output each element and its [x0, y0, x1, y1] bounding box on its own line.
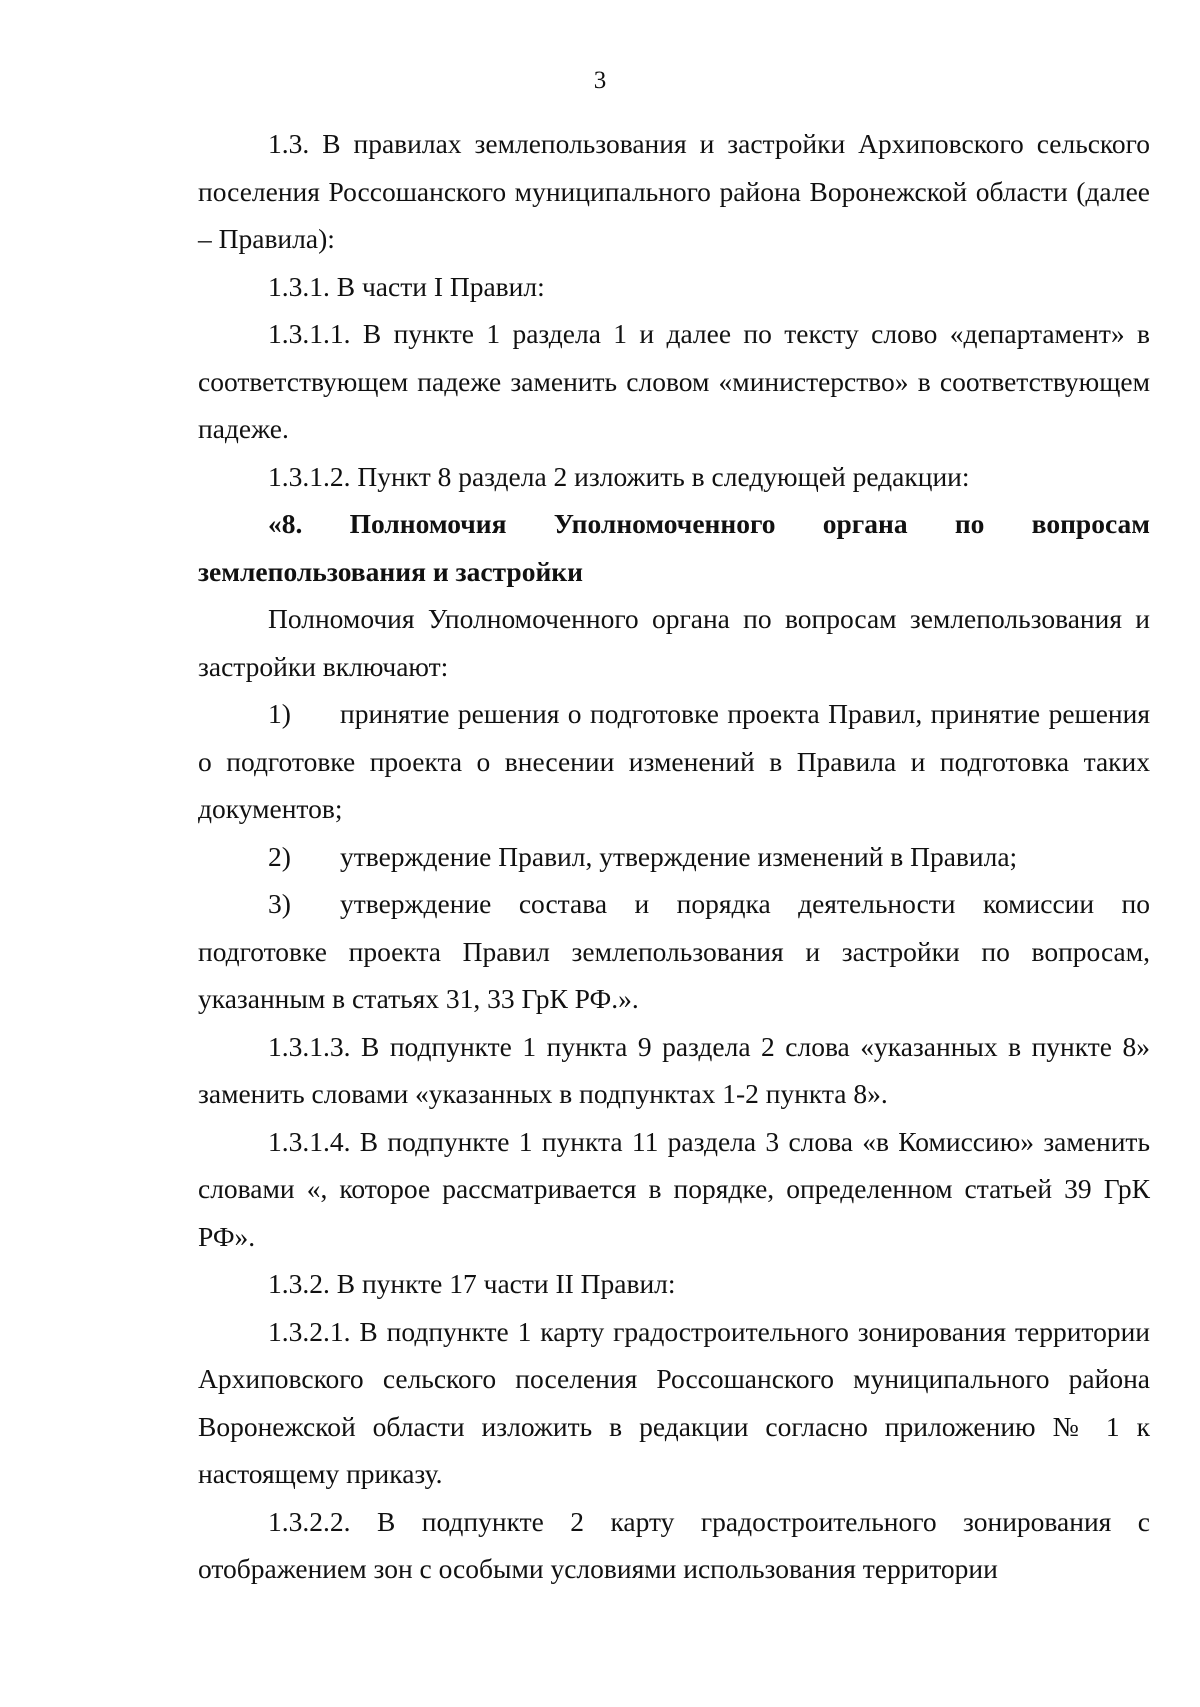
list-item-1 [198, 690, 1150, 833]
paragraph-1-3-1-2: 1.3.1.2. Пункт 8 раздела 2 изложить в следующей редакции: [268, 460, 970, 492]
list-item-2 [198, 833, 1150, 881]
list-item-number: 2) [268, 840, 291, 872]
document-body [198, 120, 1150, 1593]
paragraph-1-3-1-4: 1.3.1.4. В подпункте 1 пункта 11 раздела 3 слова «в Комиссию» заменить словами «, которое рассматривается в порядке, определенном статьей 39 ГрК РФ». [198, 1125, 1150, 1252]
paragraph-1-3-1-3: 1.3.1.3. В подпункте 1 пункта 9 раздела 2 слова «указанных в пункте 8» заменить словами «указанных в подпунктах 1-2 пункта 8». [198, 1030, 1150, 1109]
paragraph-1-3-2: 1.3.2. В пункте 17 части II Правил: [268, 1268, 676, 1299]
paragraph-authority-intro: Полномочия Уполномоченного органа по вопросам землепользования и застройки включают: [198, 603, 1150, 682]
paragraph-1-3-1-1: 1.3.1.1. В пункте 1 раздела 1 и далее по тексту слово «департамент» в соответствующем падеже заменить словом «министерство» в соответствующем падеже. [198, 318, 1150, 444]
paragraph-1-3-2-1: 1.3.2.1. В подпункте 1 карту градостроительного зонирования территории Архиповского сельского поселения Россошанского муниципального района Воронежской области изложить в редакции согласно приложению № 1 к настоящему приказу. [198, 1315, 1150, 1489]
page-number: 3 [593, 67, 607, 94]
list-item-number: 3) [268, 888, 291, 919]
list-item-3 [198, 880, 1150, 1023]
list-item-number: 1) [268, 698, 291, 729]
list-item-text: принятие решения о подготовке проекта Правил, принятие решения о подготовке проекта о внесении изменений в Правила и подготовка таких документов; [198, 698, 1150, 824]
paragraph-1-3-1: 1.3.1. В части I Правил: [268, 270, 545, 302]
list-item-text: утверждение состава и порядка деятельности комиссии по подготовке проекта Правил землепользования и застройки по вопросам, указанным в статьях 31, 33 ГрК РФ.». [198, 888, 1150, 1014]
paragraph-1-3-2-2: 1.3.2.2. В подпункте 2 карту градостроительного зонирования с отображением зон с особыми условиями использования территории [198, 1505, 1150, 1584]
paragraph-1-3: 1.3. В правилах землепользования и застройки Архиповского сельского поселения Россошанского муниципального района Воронежской области (далее – Правила): [198, 128, 1150, 254]
list-item-text: утверждение Правил, утверждение изменений в Правила; [340, 840, 1018, 872]
section-heading-8: «8. Полномочия Уполномоченного органа по вопросам землепользования и застройки [198, 508, 1150, 587]
